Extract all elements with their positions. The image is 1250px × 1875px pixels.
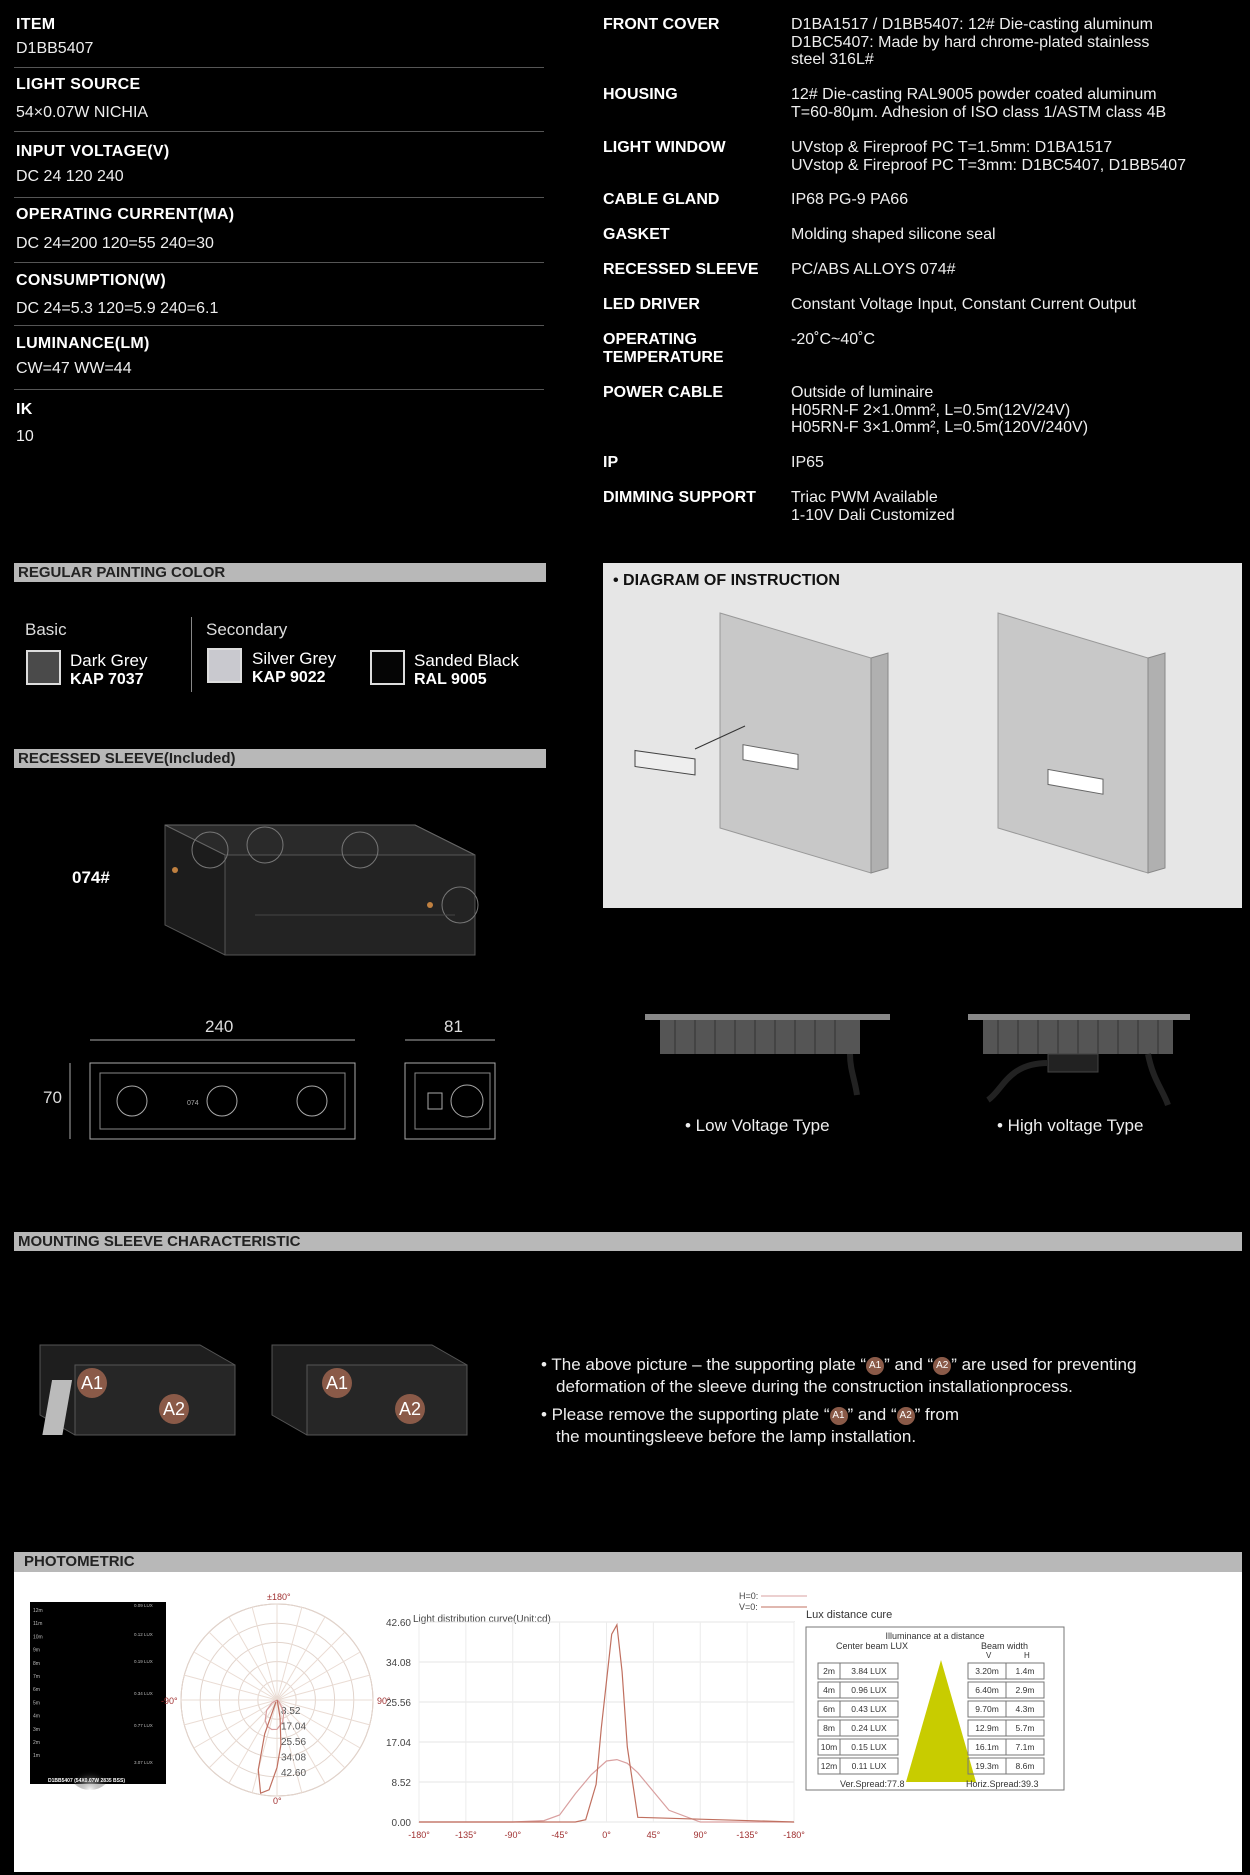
photometric-panel [14,1552,1242,1872]
chart-y-tick: 42.60 [385,1618,411,1629]
lux-distance: 4m [823,1685,835,1695]
dim-height: 70 [43,1088,62,1107]
section-photometric-header: PHOTOMETRIC [14,1552,1242,1572]
a2-badge: A2 [897,1407,915,1425]
polar-spoke [184,1675,277,1700]
divider [14,325,544,326]
spec-label: HOUSING [603,86,678,103]
beam-distance-label: 11m [33,1621,43,1628]
lux-distance: 12m [820,1761,838,1771]
polar-spoke [229,1700,277,1783]
swatch-silver-grey [207,648,242,683]
spec-value: -20˚C~40˚C [791,331,876,348]
svg-text:A2: A2 [398,1399,422,1419]
polar-spoke [277,1632,345,1700]
spec-value: DC 24=5.3 120=5.9 240=6.1 [16,300,219,317]
lux-distance: 6m [823,1704,835,1714]
low-voltage-illustration [645,1010,895,1100]
polar-ring-label: 42.60 [281,1768,307,1779]
spec-value: Triac PWM Available 1-10V Dali Customized [791,489,955,524]
divider [14,67,544,68]
spec-label: LUMINANCE(LM) [16,335,150,352]
sleeve-inner-label: 074 [187,1100,199,1107]
spec-value: 54×0.07W NICHIA [16,104,149,121]
beam-distance-label: 1m [33,1753,40,1760]
svg-text:A2: A2 [162,1399,186,1419]
beam-lux-label: 0.12 LUX [134,1632,153,1637]
svg-text:A1: A1 [325,1373,349,1393]
polar-spoke [277,1607,302,1700]
spec-label: RECESSED SLEEVE [603,261,759,278]
lux-h-width: 7.1m [1015,1742,1035,1752]
high-voltage-label: • High voltage Type [997,1116,1144,1135]
polar-label-bottom: 0° [273,1796,282,1806]
polar-spoke [194,1652,277,1700]
lux-v-width: 6.40m [975,1685,999,1695]
swatch-sanded-black [370,650,405,685]
basic-label: Basic [25,620,67,639]
diagram-panel [603,563,1242,908]
lux-value: 0.11 LUX [851,1761,887,1771]
lux-hor-spread: Horiz.Spread:39.3 [966,1779,1039,1789]
a1-badge: A1 [830,1407,848,1425]
spec-label: CABLE GLAND [603,191,720,208]
beam-distance-label: 3m [33,1726,40,1733]
chart-x-tick: -45° [551,1830,568,1840]
chart-x-tick: 90° [693,1830,708,1840]
high-voltage-illustration [968,1010,1193,1110]
spec-label: POWER CABLE [603,384,723,401]
spec-value: Constant Voltage Input, Constant Current Output [791,296,1137,313]
lux-value: 0.96 LUX [851,1685,887,1695]
spec-label: LIGHT SOURCE [16,76,141,93]
low-voltage-label: • Low Voltage Type [685,1116,830,1135]
swatch-code: KAP 7037 [70,671,144,688]
secondary-label: Secondary [206,620,288,639]
beam-distance-label: 5m [33,1700,40,1707]
chart-y-tick: 17.04 [385,1738,411,1749]
polar-spoke [184,1700,277,1725]
lux-ver-spread: Ver.Spread:77.8 [840,1779,905,1789]
spec-value: 12# Die-casting RAL9005 powder coated aluminum T=60-80μm. Adhesion of ISO class 1/ASTM class 4B [791,86,1167,121]
chart-legend-label: V=0: [739,1602,758,1612]
spec-value: DC 24=200 120=55 240=30 [16,235,214,252]
lux-value: 3.84 LUX [851,1666,887,1676]
beam-lux-label: 0.09 LUX [134,1603,153,1608]
spec-value: DC 24 120 240 [16,168,124,185]
beam-distance-label: 8m [33,1660,40,1667]
swatch-name: Dark Grey [70,651,148,670]
lux-v-width: 3.20m [975,1666,999,1676]
beam-spread-graphic [30,1602,166,1784]
spec-label: LED DRIVER [603,296,700,313]
polar-curve-1 [258,1700,281,1793]
divider [14,197,544,198]
spec-value: IP65 [791,454,824,471]
diagram-title: • DIAGRAM OF INSTRUCTION [613,572,840,589]
polar-label-right: 90° [377,1696,391,1706]
chart-x-tick: -180° [783,1830,805,1840]
spec-value: CW=47 WW=44 [16,360,132,377]
spec-value: Outside of luminaire H05RN-F 2×1.0mm², L=0.5m(12V/24V) H05RN-F 3×1.0mm², L=0.5m(120V/240V) [791,384,1089,436]
lux-value: 0.43 LUX [851,1704,887,1714]
lux-distance-table [806,1627,1236,1842]
section-painting-header: REGULAR PAINTING COLOR [14,563,546,582]
sleeve-model-label: 074# [72,868,110,887]
lux-value: 0.24 LUX [851,1723,887,1733]
divider [14,131,544,132]
polar-spoke [277,1675,370,1700]
lux-header-h: H [1024,1651,1030,1660]
polar-label-left: -90° [161,1696,178,1706]
chart-y-tick: 34.08 [385,1658,411,1669]
spec-label: IP [603,454,619,471]
divider [191,617,192,692]
lux-v-width: 12.9m [975,1723,999,1733]
polar-spoke [194,1700,277,1748]
chart-x-tick: 0° [602,1830,611,1840]
swatch-dark-grey [26,650,61,685]
chart-title: Light distribution curve(Unit:cd) [413,1614,551,1625]
lux-value: 0.15 LUX [851,1742,887,1752]
section-mounting-header: MOUNTING SLEEVE CHARACTERISTIC [14,1232,1242,1251]
spec-label: IK [16,401,33,418]
lux-h-width: 5.7m [1015,1723,1035,1733]
beam-distance-label: 6m [33,1687,40,1694]
spec-label: LIGHT WINDOW [603,139,726,156]
polar-ring-label: 17.04 [281,1721,307,1733]
chart-legend-label: H=0: [739,1591,759,1601]
sleeve-dimension-drawing [60,1035,500,1145]
light-distribution-chart [369,1587,809,1867]
beam-caption: D1BB5407 (54X0.07W 2835 BSS) [48,1778,125,1784]
spec-value: Molding shaped silicone seal [791,226,996,243]
dim-length: 240 [205,1017,234,1036]
polar-ring-label: 34.08 [281,1752,307,1764]
swatch-code: RAL 9005 [414,671,487,688]
spec-label: ITEM [16,16,56,33]
beam-distance-label: 2m [33,1740,40,1746]
beam-distance-label: 12m [33,1608,43,1614]
spec-label: GASKET [603,226,670,243]
chart-x-tick: -135° [455,1830,477,1840]
spec-label: INPUT VOLTAGE(V) [16,143,170,160]
polar-ring-label: 8.52 [281,1706,301,1717]
chart-y-tick: 8.52 [391,1778,411,1789]
polar-ring-label: 25.56 [281,1737,307,1748]
lux-header-center: Center beam LUX [836,1641,909,1651]
beam-lux-label: 0.19 LUX [134,1659,153,1664]
a1-badge: A1 [866,1357,884,1375]
lux-table-title: Lux distance cure [806,1609,893,1621]
spec-label: OPERATING CURRENT(MA) [16,206,235,223]
chart-x-tick: 45° [646,1830,661,1840]
chart-x-tick: -135° [736,1830,758,1840]
lux-header-main: Illuminance at a distance [885,1631,985,1641]
chart-x-tick: -180° [408,1830,430,1840]
spec-value: D1BB5407 [16,40,94,57]
spec-value: PC/ABS ALLOYS 074# [791,261,956,278]
mounting-note-2: • Please remove the supporting plate “ A1 ” and “ A2 ” from the mountingsleeve before the lamp installation. [541,1405,960,1446]
spec-label: DIMMING SUPPORT [603,489,756,506]
chart-x-tick: -90° [504,1830,522,1840]
svg-text:A1: A1 [80,1373,104,1393]
spec-label: CONSUMPTION(W) [16,272,166,289]
swatch-name: Sanded Black [414,651,519,670]
spec-value: D1BA1517 / D1BB5407: 12# Die-casting aluminum D1BC5407: Made by hard chrome-plated stainless steel 316L# [791,16,1153,68]
lux-distance: 2m [823,1666,835,1676]
polar-spoke [209,1632,277,1700]
divider [14,389,544,390]
lux-beam-cone [906,1660,976,1782]
a2-badge: A2 [933,1357,951,1375]
swatch-name: Silver Grey [252,649,337,668]
spec-value: UVstop & Fireproof PC T=1.5mm: D1BA1517 UVstop & Fireproof PC T=3mm: D1BC5407, D1BB5407 [791,139,1186,174]
chart-y-tick: 0.00 [391,1818,411,1829]
spec-value: IP68 PG-9 PA66 [791,191,909,208]
mounting-sleeve-left-illustration [40,1335,240,1450]
spec-label: OPERATING TEMPERATURE [603,331,724,366]
polar-spoke [277,1617,325,1700]
lux-v-width: 19.3m [975,1761,999,1771]
beam-spread-panel [30,1602,166,1784]
beam-lux-label: 0.77 LUX [134,1723,153,1728]
beam-distance-label: 4m [33,1713,40,1720]
lux-h-width: 8.6m [1015,1761,1035,1771]
spec-label: FRONT COVER [603,16,720,33]
polar-spoke [277,1652,360,1700]
polar-spoke [252,1607,277,1700]
mounting-sleeve-right-illustration [272,1335,472,1450]
chart-y-tick: 25.56 [385,1698,411,1709]
lux-h-width: 4.3m [1015,1704,1035,1714]
lux-h-width: 2.9m [1015,1685,1035,1695]
lux-header-beam: Beam width [981,1641,1029,1651]
diagram-illustration [603,563,1242,908]
beam-distance-label: 7m [33,1674,40,1680]
beam-lux-label: 3.07 LUX [134,1760,153,1765]
divider [14,262,544,263]
polar-diagram [161,1582,391,1872]
lux-v-width: 16.1m [975,1742,999,1752]
lux-distance: 10m [820,1742,838,1752]
sleeve-3d-illustration [155,805,485,975]
lux-distance: 8m [823,1723,835,1733]
swatch-code: KAP 9022 [252,669,326,686]
mounting-note-1: • The above picture – the supporting plate “ A1 ” and “ A2 ” are used for preventing deformation of the sleeve during the construction installationprocess. [541,1355,1137,1396]
polar-label-top: ±180° [267,1592,291,1602]
lux-h-width: 1.4m [1015,1666,1035,1676]
beam-distance-label: 10m [33,1634,43,1641]
spec-value: 10 [16,428,34,445]
polar-spoke [229,1617,277,1700]
lux-header-v: V [986,1651,992,1660]
dim-width: 81 [444,1017,463,1036]
lux-v-width: 9.70m [975,1704,999,1714]
beam-lux-label: 0.34 LUX [134,1691,153,1696]
section-sleeve-header: RECESSED SLEEVE(Included) [14,749,546,768]
beam-distance-label: 9m [33,1647,40,1654]
